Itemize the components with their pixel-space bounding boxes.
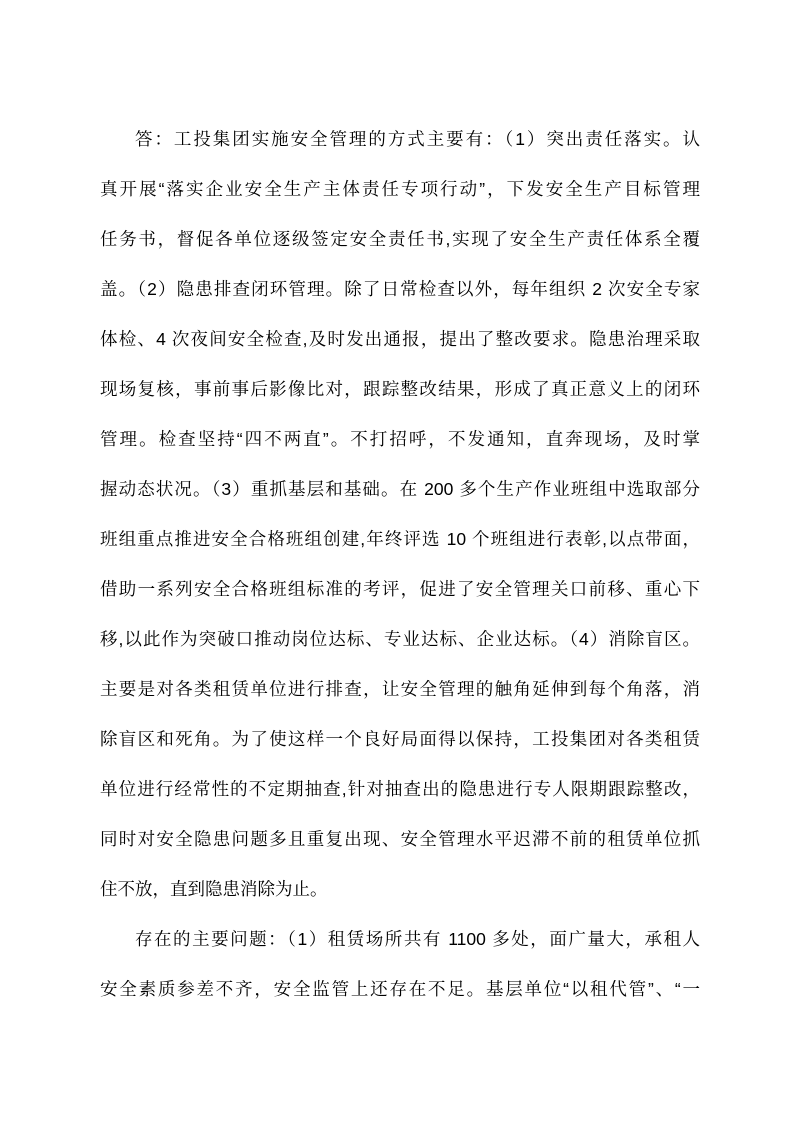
text-line: 体检、4 次夜间安全检查,及时发出通报，提出了整改要求。隐患治理采取 (100, 329, 700, 349)
text-line: 盖。（2）隐患排查闭环管理。除了日常检查以外，每年组织 2 次安全专家 (100, 279, 700, 299)
text-line: 管理。检查坚持“四不两直”。不打招呼，不发通知，直奔现场，及时掌 (100, 429, 700, 449)
text-line: 除盲区和死角。为了使这样一个良好局面得以保持，工投集团对各类租赁 (100, 729, 700, 749)
text-line: 安全素质参差不齐，安全监管上还存在不足。基层单位“以租代管”、“一 (100, 979, 700, 999)
text-line: 现场复核，事前事后影像比对，跟踪整改结果，形成了真正意义上的闭环 (100, 379, 700, 399)
text-line: 存在的主要问题：（1）租赁场所共有 1100 多处，面广量大，承租人 (135, 929, 700, 949)
text-line: 住不放，直到隐患消除为止。 (100, 879, 328, 899)
text-line: 单位进行经常性的不定期抽查,针对抽查出的隐患进行专人限期跟踪整改， (100, 779, 700, 799)
text-line: 主要是对各类租赁单位进行排查，让安全管理的触角延伸到每个角落，消 (100, 679, 700, 699)
text-line: 握动态状况。（3）重抓基层和基础。在 200 多个生产作业班组中选取部分 (100, 479, 700, 499)
document-text (100, 114, 700, 1014)
text-line: 答：工投集团实施安全管理的方式主要有：（1）突出责任落实。认 (135, 129, 700, 149)
text-line: 借助一系列安全合格班组标准的考评，促进了安全管理关口前移、重心下 (100, 579, 700, 599)
text-line: 真开展“落实企业安全生产主体责任专项行动”，下发安全生产目标管理 (100, 179, 700, 199)
text-line: 同时对安全隐患问题多且重复出现、安全管理水平迟滞不前的租赁单位抓 (100, 829, 700, 849)
text-line: 任务书，督促各单位逐级签定安全责任书,实现了安全生产责任体系全覆 (100, 229, 700, 249)
text-line: 移,以此作为突破口推动岗位达标、专业达标、企业达标。（4）消除盲区。 (100, 629, 700, 649)
text-line: 班组重点推进安全合格班组创建,年终评选 10 个班组进行表彰,以点带面， (100, 529, 700, 549)
